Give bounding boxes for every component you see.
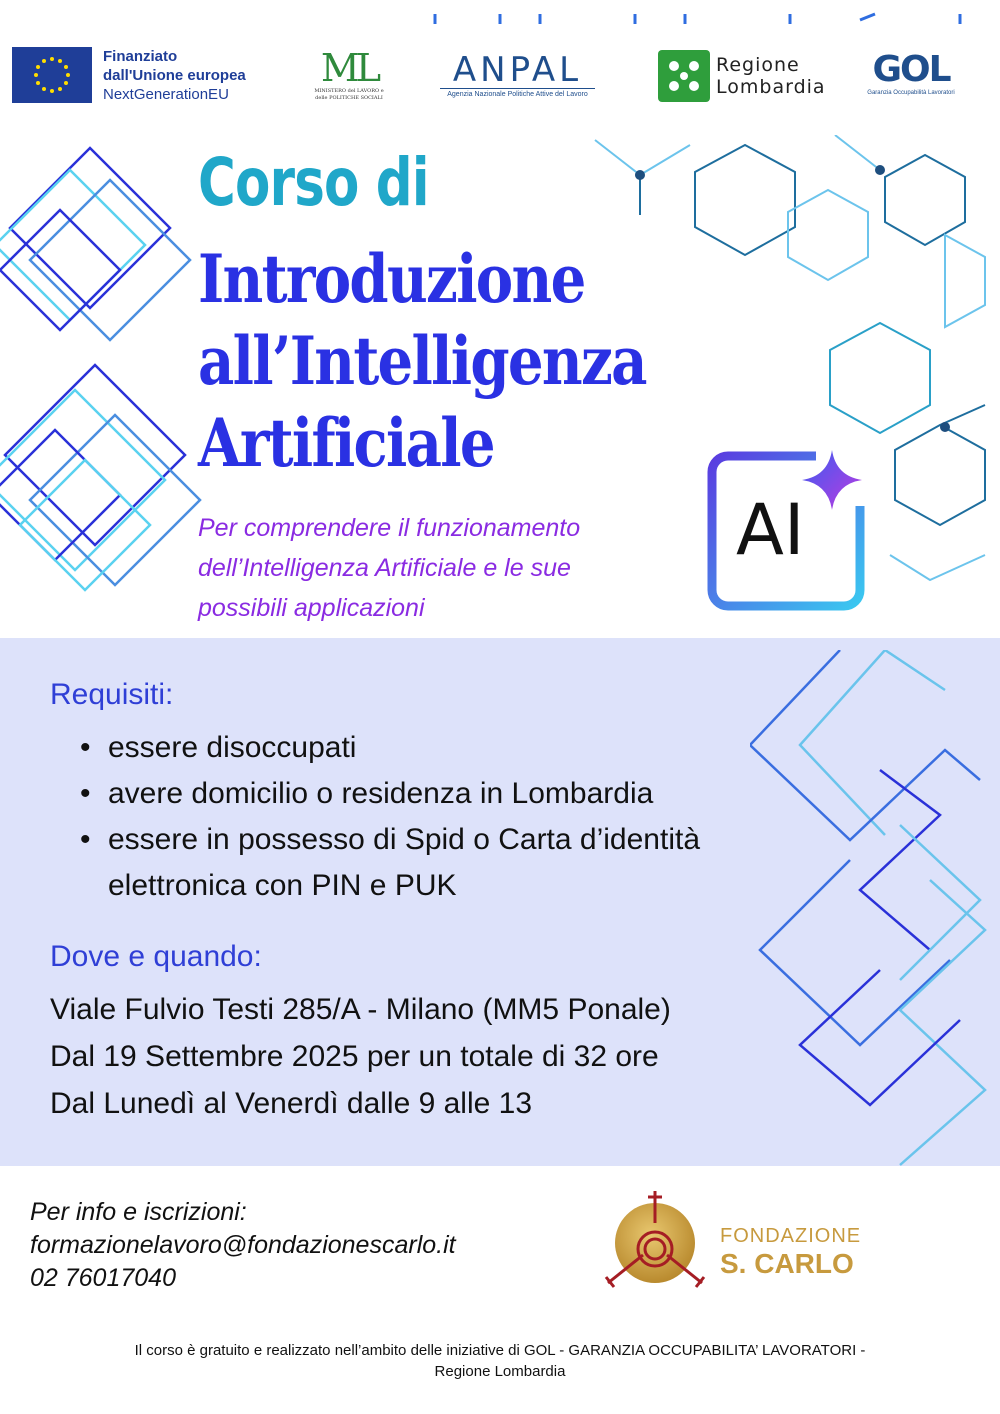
course-subtitle <box>198 508 678 628</box>
fondazione-line1: FONDAZIONE <box>720 1225 862 1247</box>
gol-name: GOL <box>872 49 950 90</box>
contact-email[interactable]: formazionelavoro@fondazionescarlo.it <box>30 1231 456 1259</box>
ai-badge-label: AI <box>736 489 805 571</box>
eu-line2: dall'Unione europea <box>103 67 246 84</box>
contact-label: Per info e iscrizioni: <box>30 1198 247 1226</box>
fondazione-logo-text <box>720 1222 861 1278</box>
eu-line1: Finanziato <box>103 48 178 65</box>
subtitle-line2: dell’Intelligenza Artificiale e le sue <box>198 554 571 582</box>
ai-badge <box>706 448 866 613</box>
ministry-logo <box>310 48 388 104</box>
eu-flag-icon <box>12 47 92 103</box>
ministry-mark: ML <box>320 46 378 90</box>
subtitle-line3: possibili applicazioni <box>198 594 425 622</box>
requirements-list <box>80 725 840 909</box>
anpal-name: ANPAL <box>452 50 583 90</box>
disclaimer-line2: Regione Lombardia <box>434 1363 566 1380</box>
address-line: Viale Fulvio Testi 285/A - Milano (MM5 Ponale) <box>50 993 671 1026</box>
course-title-line2: all’Intelligenza <box>198 322 646 400</box>
regione-lombardia-rose-icon <box>658 50 710 102</box>
eu-line3: NextGenerationEU <box>103 86 229 103</box>
anpal-caption: Agenzia Nazionale Politiche Attive del Lavoro <box>440 88 595 98</box>
subtitle-line1: Per comprendere il funzionamento <box>198 514 581 542</box>
left-diamond-decoration <box>0 140 205 610</box>
course-title <box>198 238 646 484</box>
disclaimer <box>0 1340 1000 1382</box>
where-when-details <box>50 986 671 1127</box>
regione-lombardia-logo <box>658 50 838 102</box>
ministry-caption: MINISTERO del LAVORO e delle POLITICHE SOCIALI <box>314 88 384 101</box>
requirement-item: • essere in possesso di Spid o Carta d’identità elettronica con PIN e PUK <box>80 817 840 909</box>
top-dash-decoration <box>420 10 980 24</box>
fondazione-emblem-icon <box>598 1183 708 1295</box>
course-kicker: Corso di <box>198 144 429 221</box>
where-when-heading: Dove e quando: <box>50 940 262 973</box>
fondazione-line2: S. CARLO <box>720 1248 854 1279</box>
eu-funding-logo <box>103 47 246 104</box>
course-title-line3: Artificiale <box>198 404 494 482</box>
dates-line: Dal 19 Settembre 2025 per un totale di 32 ore <box>50 1040 659 1073</box>
course-title-line1: Introduzione <box>198 240 585 318</box>
regione-line2: Lombardia <box>716 76 826 98</box>
contact-info <box>30 1196 456 1295</box>
schedule-line: Dal Lunedì al Venerdì dalle 9 alle 13 <box>50 1087 533 1120</box>
requirement-item: • essere disoccupati <box>80 725 840 771</box>
gol-logo <box>864 50 958 104</box>
anpal-logo <box>440 52 595 100</box>
requirement-item: • avere domicilio o residenza in Lombardia <box>80 771 840 817</box>
regione-line1: Regione <box>716 54 800 76</box>
gol-caption: Garanzia Occupabilità Lavoratori <box>867 90 955 96</box>
disclaimer-line1: Il corso è gratuito e realizzato nell’ambito delle iniziative di GOL - GARANZIA OCCUPABILITA’ LAVORATORI - <box>134 1342 866 1359</box>
contact-phone[interactable]: 02 76017040 <box>30 1264 176 1292</box>
requirements-heading: Requisiti: <box>50 678 174 711</box>
